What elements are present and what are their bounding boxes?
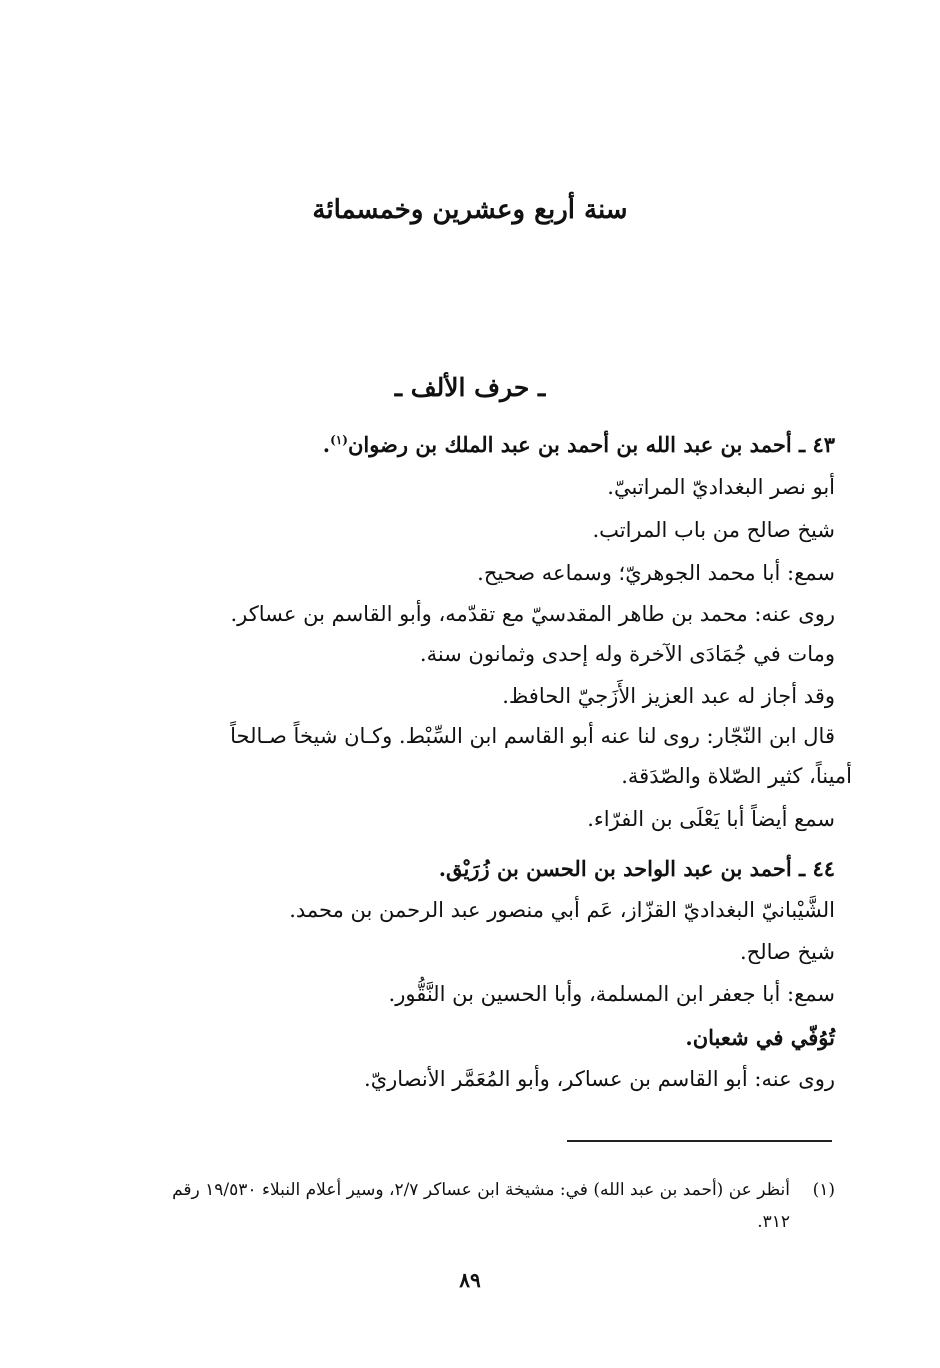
entry-43-line: أميناً، كثير الصّلاة والصّدَقة. (621, 764, 852, 788)
entry-44-line: الشَّيْبانيّ البغداديّ القزّاز، عَم أبي منصور عبد الرحمن بن محمد. (289, 898, 835, 922)
entry-43-line: سمع: أبا محمد الجوهريّ؛ وسماعه صحيح. (477, 561, 835, 585)
entry-43-line: سمع أيضاً أبا يَعْلَى بن الفرّاء. (587, 807, 835, 831)
letter-heading: ـ حرف الألف ـ (394, 373, 546, 402)
footnote-line: ٣١٢. (757, 1212, 790, 1232)
entry-title-end: . (322, 432, 331, 457)
footnote-number: (١) (812, 1180, 835, 1200)
entry-43-line: قال ابن النّجّار: روى لنا عنه أبو القاسم ابن السِّبْط. وكـان شيخاً صـالحاً (230, 724, 835, 748)
footnote-separator (567, 1140, 832, 1142)
entry-44-title: ٤٤ ـ أحمد بن عبد الواحد بن الحسن بن زُرَيْق. (438, 856, 835, 881)
footnote-line: أنظر عن (أحمد بن عبد الله) في: مشيخة ابن عساكر ٢/٧، وسير أعلام النبلاء ١٩/٥٣٠ رقم (172, 1180, 790, 1200)
entry-43-line: أبو نصر البغداديّ المراتبيّ. (607, 475, 835, 499)
entry-43-line: روى عنه: محمد بن طاهر المقدسيّ مع تقدّمه، وأبو القاسم بن عساكر. (230, 602, 835, 626)
entry-44-line: شيخ صالح. (739, 940, 835, 964)
entry-43-title (323, 432, 835, 457)
page-number: ٨٩ (459, 1268, 481, 1292)
entry-44-line: سمع: أبا جعفر ابن المسلمة، وأبا الحسين بن النَّقُّور. (388, 982, 835, 1006)
entry-43-line: وقد أجاز له عبد العزيز الأَزَجيّ الحافظ. (502, 684, 835, 708)
entry-43-line: ومات في جُمَادَى الآخرة وله إحدى وثمانون سنة. (419, 642, 835, 666)
entry-43-line: شيخ صالح من باب المراتب. (592, 518, 835, 542)
entry-title-text: ٤٣ ـ أحمد بن عبد الله بن أحمد بن عبد الملك بن رضوان (347, 432, 835, 457)
entry-44-line: روى عنه: أبو القاسم بن عساكر، وأبو المُعَمَّر الأنصاريّ. (364, 1067, 835, 1091)
footnote-ref[interactable]: (١) (330, 433, 348, 447)
section-title: سنة أربع وعشرين وخمسمائة (312, 195, 628, 225)
entry-44-line: تُوُفّي في شعبان. (685, 1025, 835, 1050)
